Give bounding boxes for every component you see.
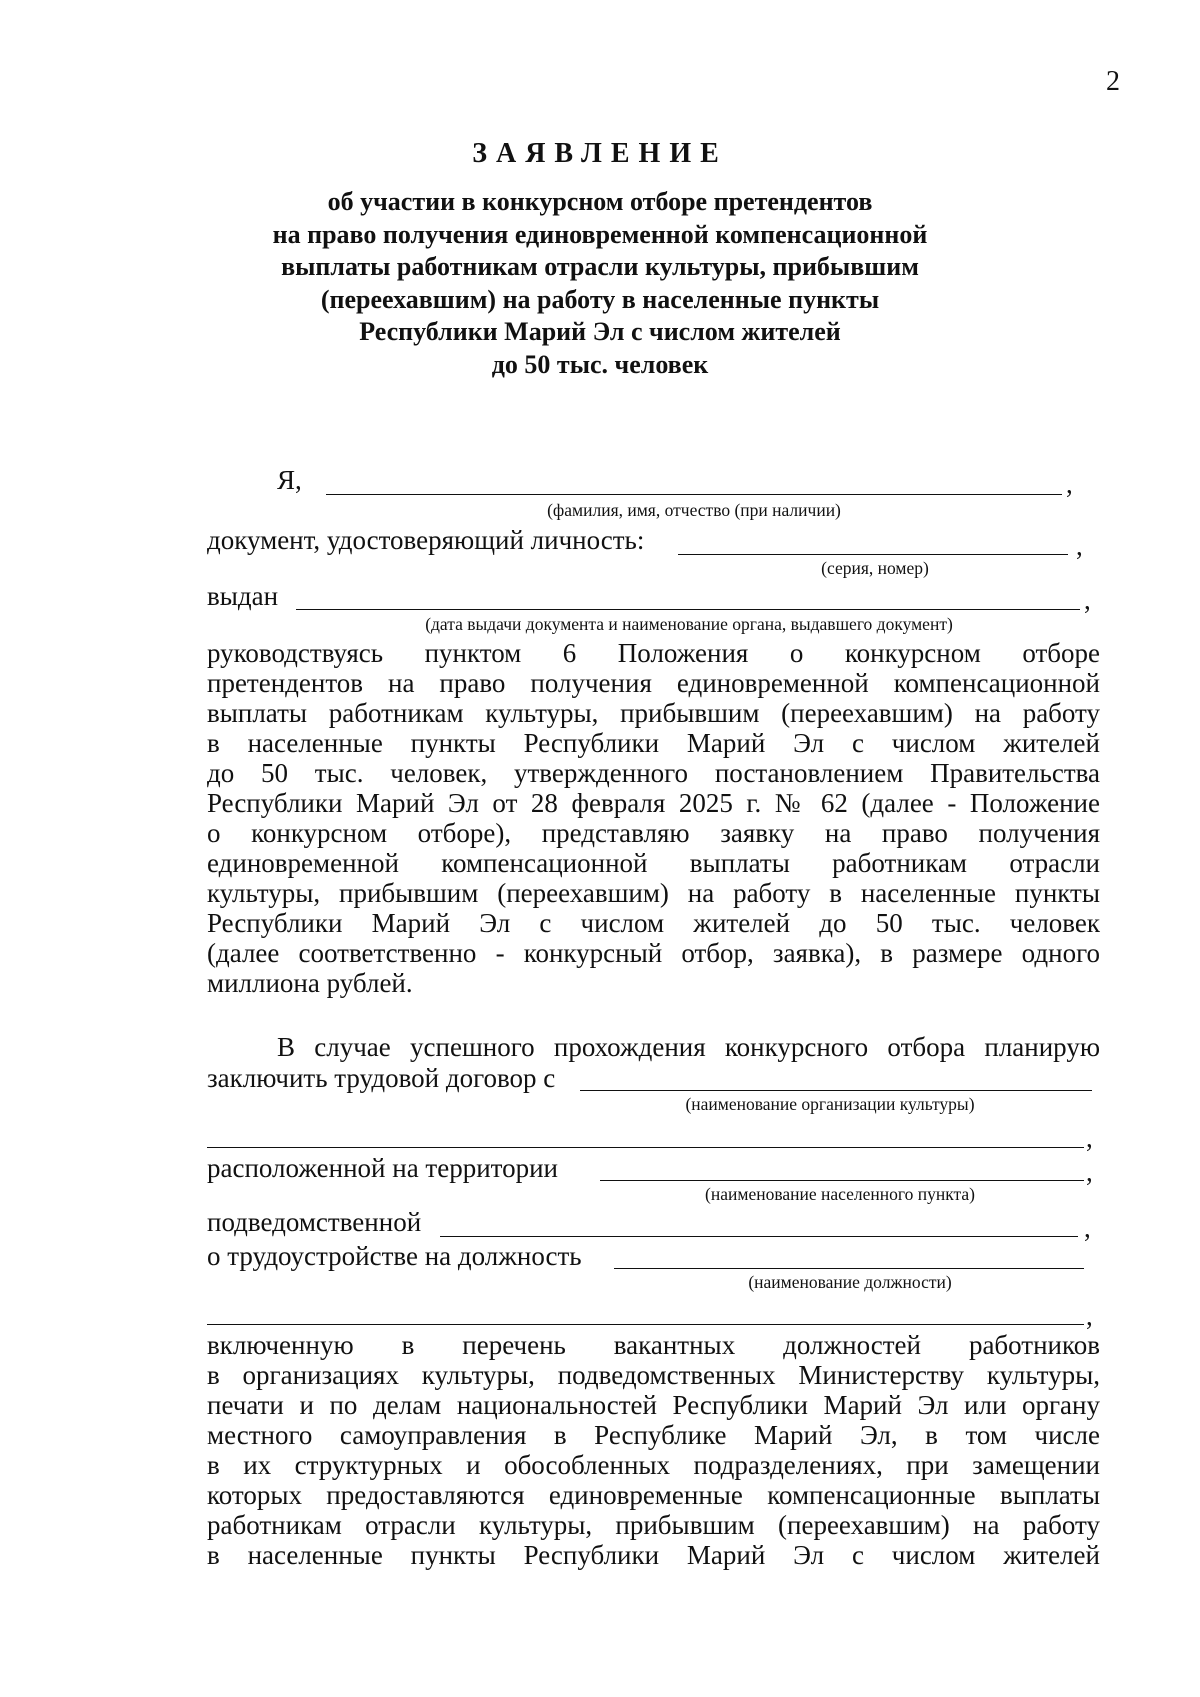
document-blank[interactable] <box>678 554 1068 555</box>
paragraph-included <box>207 1330 1100 1570</box>
document-hint: (серия, номер) <box>821 558 929 578</box>
territory-blank[interactable] <box>600 1180 1084 1181</box>
subordinate-comma: , <box>1084 1213 1091 1243</box>
document-comma: , <box>1076 531 1083 561</box>
territory-comma: , <box>1086 1157 1093 1187</box>
subordinate-blank[interactable] <box>440 1236 1078 1237</box>
text-line: руководствуясь пунктом 6 Положения о конкурсном отборе <box>207 638 1100 668</box>
document-title: ЗАЯВЛЕНИЕ <box>472 138 728 169</box>
text-line: единовременной компенсационной выплаты работникам отрасли <box>207 848 1100 878</box>
text-line: до 50 тыс. человек, утвержденного постановлением Правительства <box>207 758 1100 788</box>
text-line: о конкурсном отборе), представляю заявку на право получения <box>207 818 1100 848</box>
issued-hint: (дата выдачи документа и наименование органа, выдавшего документ) <box>425 614 953 634</box>
subtitle-line: об участии в конкурсном отборе претендентов <box>327 187 873 216</box>
text-line: которых предоставляются единовременные компенсационные выплаты <box>207 1480 1100 1510</box>
subtitle-line: на право получения единовременной компенсационной <box>272 219 928 249</box>
subordinate-label: подведомственной <box>207 1207 422 1237</box>
page-number: 2 <box>1106 66 1120 97</box>
text-line: Республики Марий Эл с числом жителей до 50 тыс. человек <box>207 908 1100 938</box>
subtitle-line: до 50 тыс. человек <box>491 349 709 379</box>
territory-hint: (наименование населенного пункта) <box>705 1184 975 1204</box>
contract-label: заключить трудовой договор с <box>207 1063 556 1093</box>
territory-label: расположенной на территории <box>207 1153 558 1183</box>
text-line: включенную в перечень вакантных должностей работников <box>207 1330 1100 1360</box>
text-line: В случае успешного прохождения конкурсного отбора планирую <box>277 1032 1100 1062</box>
paragraph-plan-line1 <box>207 1032 1100 1062</box>
document-subtitle <box>200 186 1000 381</box>
text-line: Республики Марий Эл от 28 февраля 2025 г. № 62 (далее - Положение <box>207 788 1100 818</box>
subtitle-line: Республики Марий Эл с числом жителей <box>359 317 841 346</box>
fio-label: Я, <box>277 465 302 495</box>
position-blank-continued[interactable] <box>207 1324 1084 1325</box>
text-line: местного самоуправления в Республике Марий Эл, в том числе <box>207 1420 1100 1450</box>
fio-blank[interactable] <box>326 494 1062 495</box>
issued-label: выдан <box>207 581 279 611</box>
organization-comma: , <box>1086 1123 1093 1153</box>
position-label: о трудоустройстве на должность <box>207 1241 582 1271</box>
issued-blank[interactable] <box>296 609 1080 610</box>
fio-comma: , <box>1066 469 1073 499</box>
issued-comma: , <box>1084 585 1091 615</box>
text-line: миллиона рублей. <box>207 968 413 998</box>
text-line: печати и по делам национальностей Республики Марий Эл или органу <box>207 1390 1100 1420</box>
text-line: в организациях культуры, подведомственных Министерству культуры, <box>207 1360 1100 1390</box>
organization-blank-continued[interactable] <box>207 1147 1084 1148</box>
fio-hint: (фамилия, имя, отчество (при наличии) <box>547 500 841 520</box>
position-blank[interactable] <box>614 1268 1084 1269</box>
text-line: культуры, прибывшим (переехавшим) на работу в населенные пункты <box>207 878 1100 908</box>
position-comma: , <box>1086 1301 1093 1331</box>
position-hint: (наименование должности) <box>748 1272 952 1292</box>
text-line: выплаты работникам культуры, прибывшим (переехавшим) на работу <box>207 698 1100 728</box>
text-line: (далее соответственно - конкурсный отбор, заявка), в размере одного <box>207 938 1100 968</box>
text-line: работникам отрасли культуры, прибывшим (переехавшим) на работу <box>207 1510 1100 1540</box>
text-line: в их структурных и обособленных подразделениях, при замещении <box>207 1450 1100 1480</box>
organization-hint: (наименование организации культуры) <box>685 1094 975 1114</box>
text-line: в населенные пункты Республики Марий Эл с числом жителей <box>207 728 1100 758</box>
text-line: претендентов на право получения единовременной компенсационной <box>207 668 1100 698</box>
organization-blank[interactable] <box>580 1090 1092 1091</box>
subtitle-line: (переехавшим) на работу в населенные пункты <box>320 284 880 314</box>
document-label: документ, удостоверяющий личность: <box>207 525 645 555</box>
paragraph-guided-by <box>207 638 1100 998</box>
text-line: в населенные пункты Республики Марий Эл с числом жителей <box>207 1540 1100 1570</box>
subtitle-line: выплаты работникам отрасли культуры, прибывшим <box>281 252 919 281</box>
